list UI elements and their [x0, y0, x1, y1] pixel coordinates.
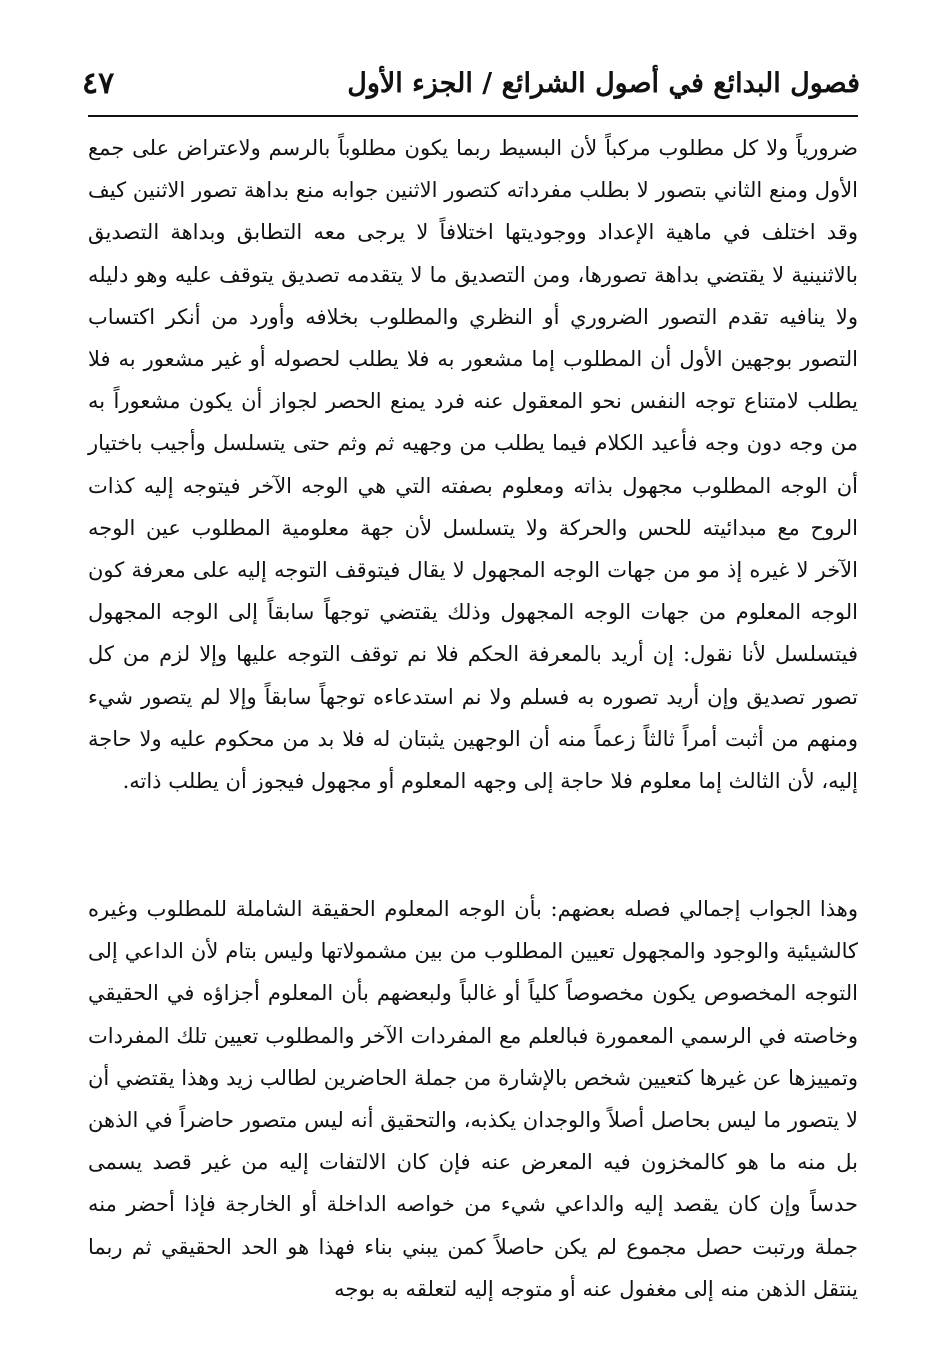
- page-number: ٤٧: [82, 65, 115, 101]
- paragraph-text: ضرورياً ولا كل مطلوب مركباً لأن البسيط ربما يكون مطلوباً بالرسم ولاعتراض على جمع الأول ومنع الثاني بتصور لا بطلب مفرداته كتصور الاثنين جوابه منع بداهة تصور الاثنين كيف وقد اختلف في ماهية الإعداد ووجوديتها اختلافاً لا يرجى معه التطابق وبداهة التصديق بالاثنينية لا يقتضي بداهة تصورها، ومن التصديق ما لا يتقدمه تصديق يتوقف عليه وهو دليله ولا ينافيه تقدم التصور الضروري أو النظري والمطلوب بخلافه وأورد من أنكر اكتساب التصور بوجهين الأول أن المطلوب إما مشعور به فلا يطلب لحصوله أو غير مشعور به فلا يطلب لامتناع توجه النفس نحو المعقول عنه فرد يمنع الحصر لجواز أن يكون مشعوراً به من وجه دون وجه فأعيد الكلام فيما يطلب من وجهيه ثم وثم حتى يتسلسل وأجيب باختيار أن الوجه المطلوب مجهول بذاته ومعلوم بصفته التي هي الوجه الآخر فيتوجه إليه كذات الروح مع مبدائيته للحس والحركة ولا يتسلسل لأن جهة معلومية المطلوب عين الوجه الآخر لا غيره إذ مو من جهات الوجه المجهول لا يقال فيتوقف التوجه إليه على معرفة كون الوجه المعلوم من جهات الوجه المجهول وذلك يقتضي توجهاً سابقاً إلى الوجه المجهول فيتسلسل لأنا نقول: إن أريد بالمعرفة الحكم فلا نم توقف التوجه عليها وإلا لزم من كل تصور تصديق وإن أريد تصوره به فسلم ولا نم استدعاءه توجهاً سابقاً وإلا لم يتصور شيء ومنهم من أثبت أمراً ثالثاً زعماً منه أن الوجهين يثبتان له فلا بد من محكوم عليه ولا حاجة إليه، لأن الثالث إما معلوم فلا حاجة إلى وجهه المعلوم أو مجهول فيجوز أن يطلب ذاته.: [88, 136, 858, 794]
- paragraph-text: وهذا الجواب إجمالي فصله بعضهم: بأن الوجه المعلوم الحقيقة الشاملة للمطلوب وغيره كالشيئية والوجود والمجهول تعيين المطلوب من بين مشمولاتها وليس بتام لأن الداعي إلى التوجه المخصوص يكون مخصوصاً كلياً أو غالباً ولبعضهم بأن المعلوم أجزاؤه في الحقيقي وخاصته في الرسمي المعمورة فبالعلم مع المفردات الآخر والمطلوب تعيين تلك المفردات وتمييزها عن غيرها كتعيين شخص بالإشارة من جملة الحاضرين لطالب زيد وهذا يقتضي أن لا يتصور ما ليس بحاصل أصلاً والوجدان يكذبه، والتحقيق أنه ليس متصور حاضراً في الذهن بل منه ما هو كالمخزون فيه المعرض عنه فإن كان الالتفات إليه من غير قصد يسمى حدساً وإن كان يقصد إليه والداعي شيء من خواصه الداخلة أو الخارجة فإذا أحضر منه جملة ورتبت حصل مجموع لم يكن حاصلاً كمن يبني بناء فهذا هو الحد الحقيقي ثم ربما ينتقل الذهن منه إلى مغفول عنه أو متوجه إليه لتعلقه به بوجه: [88, 897, 858, 1301]
- body-paragraph-2: [88, 888, 858, 1310]
- running-header: [82, 58, 860, 108]
- book-title: فصول البدائع في أصول الشرائع / الجزء الأول: [347, 67, 860, 99]
- header-divider: [88, 115, 858, 117]
- body-paragraph-1: [88, 127, 858, 802]
